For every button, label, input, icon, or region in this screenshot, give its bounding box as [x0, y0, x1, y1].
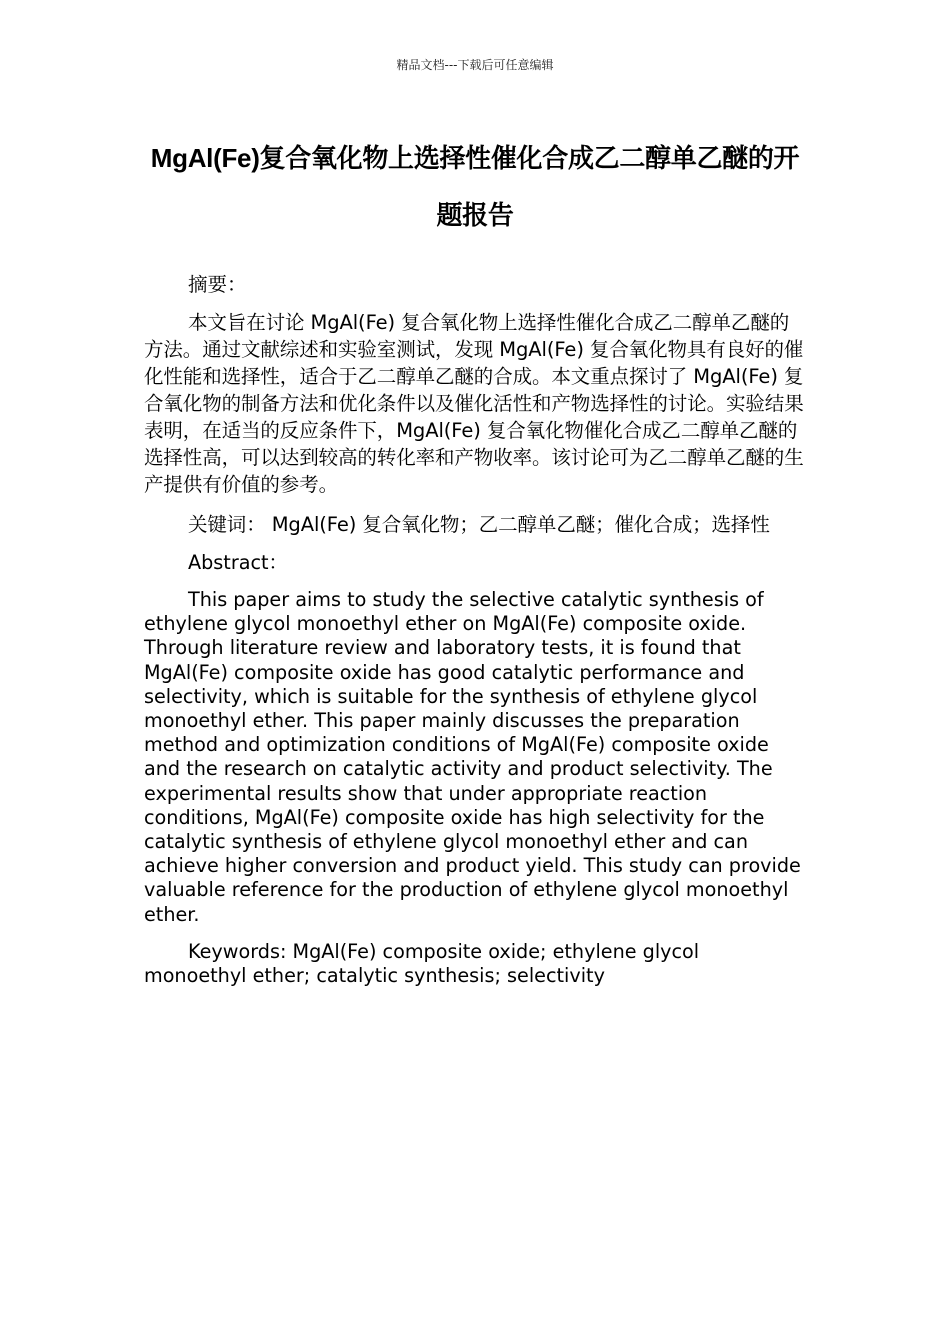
- keywords-en-paragraph: Keywords: MgAl(Fe) composite oxide; ethylene glycol monoethyl ether; catalytic synthesis; selectivity: [144, 939, 700, 988]
- document-body: [144, 271, 806, 1001]
- abstract-cn-label: 摘要：: [188, 273, 247, 296]
- keywords-cn-paragraph: 关键词： MgAl(Fe) 复合氧化物；乙二醇单乙醚；催化合成；选择性: [188, 513, 770, 536]
- page-header: 精品文档---下载后可任意编辑: [396, 58, 554, 72]
- abstract-cn-paragraph: 本文旨在讨论 MgAl(Fe) 复合氧化物上选择性催化合成乙二醇单乙醚的方法。通过文献综述和实验室测试，发现 MgAl(Fe) 复合氧化物具有良好的催化性能和选择性，适合于乙二醇单乙醚的合成。本文重点探讨了 MgAl(Fe) 复合氧化物的制备方法和优化条件以及催化活性和产物选择性的讨论。实验结果表明，在适当的反应条件下，MgAl(Fe) 复合氧化物催化合成乙二醇单乙醚的选择性高，可以达到较高的转化率和产物收率。该讨论可为乙二醇单乙醚的生产提供有价值的参考。: [144, 311, 804, 496]
- document-title: MgAl(Fe)复合氧化物上选择性催化合成乙二醇单乙醚的开题报告: [150, 143, 800, 230]
- abstract-en-label: Abstract：: [188, 551, 288, 574]
- abstract-en-paragraph: This paper aims to study the selective catalytic synthesis of ethylene glycol monoethyl ether on MgAl(Fe) composite oxide. Through literature review and laboratory tests, it is found that MgAl(Fe) composite oxide has good catalytic performance and selectivity, which is suitable for the synthesis of ethylene glycol monoethyl ether. This paper mainly discusses the preparation method and optimization conditions of MgAl(Fe) composite oxide and the research on catalytic activity and product selectivity. The experimental results show that under appropriate reaction conditions, MgAl(Fe) composite oxide has high selectivity for the catalytic synthesis of ethylene glycol monoethyl ether and can achieve higher conversion and product yield. This study can provide valuable reference for the production of ethylene glycol monoethyl ether.: [144, 588, 801, 926]
